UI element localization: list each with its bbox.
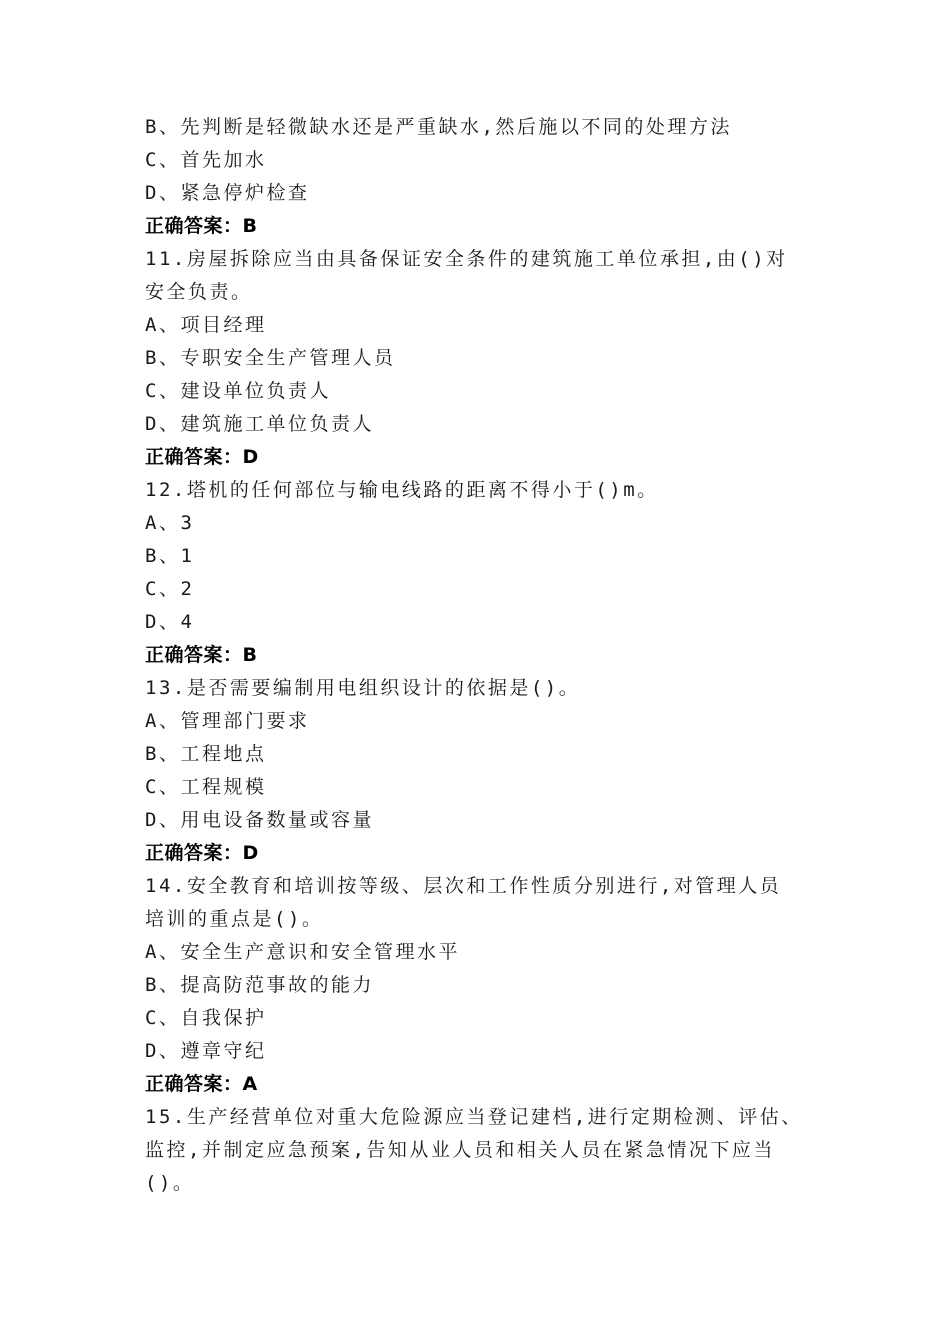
option-d: D、4 <box>145 611 195 633</box>
option-c: C、工程规模 <box>145 776 267 798</box>
option-b: B、专职安全生产管理人员 <box>145 347 396 369</box>
option-c: C、建设单位负责人 <box>145 380 331 402</box>
question-15 <box>145 1101 825 1200</box>
option-b: B、1 <box>145 545 195 567</box>
question-12 <box>145 474 825 672</box>
question-stem: 14.安全教育和培训按等级、层次和工作性质分别进行,对管理人员 <box>145 875 782 897</box>
option-a: A、3 <box>145 512 195 534</box>
question-10-tail <box>145 111 825 243</box>
option-b: B、先判断是轻微缺水还是严重缺水,然后施以不同的处理方法 <box>145 116 732 138</box>
option-d: D、建筑施工单位负责人 <box>145 413 374 435</box>
correct-answer: 正确答案：B <box>145 644 258 666</box>
correct-answer: 正确答案：A <box>145 1073 258 1095</box>
option-c: C、自我保护 <box>145 1007 267 1029</box>
option-a: A、管理部门要求 <box>145 710 310 732</box>
option-d: D、用电设备数量或容量 <box>145 809 374 831</box>
question-14 <box>145 870 825 1101</box>
option-d: D、紧急停炉检查 <box>145 182 310 204</box>
question-stem: 12.塔机的任何部位与输电线路的距离不得小于()m。 <box>145 479 659 501</box>
correct-answer: 正确答案：B <box>145 215 258 237</box>
option-a: A、项目经理 <box>145 314 267 336</box>
question-stem: 11.房屋拆除应当由具备保证安全条件的建筑施工单位承担,由()对 <box>145 248 788 270</box>
option-c: C、2 <box>145 578 195 600</box>
question-11 <box>145 243 825 474</box>
question-stem: 15.生产经营单位对重大危险源应当登记建档,进行定期检测、评估、 <box>145 1106 803 1128</box>
question-stem: 监控,并制定应急预案,告知从业人员和相关人员在紧急情况下应当 <box>145 1139 775 1161</box>
option-b: B、工程地点 <box>145 743 267 765</box>
question-13 <box>145 672 825 870</box>
option-a: A、安全生产意识和安全管理水平 <box>145 941 460 963</box>
option-b: B、提高防范事故的能力 <box>145 974 374 996</box>
question-stem: 13.是否需要编制用电组织设计的依据是()。 <box>145 677 581 699</box>
correct-answer: 正确答案：D <box>145 842 259 864</box>
question-stem: 培训的重点是()。 <box>145 908 324 930</box>
question-list <box>145 111 825 1200</box>
question-stem: ()。 <box>145 1172 195 1194</box>
option-d: D、遵章守纪 <box>145 1040 267 1062</box>
correct-answer: 正确答案：D <box>145 446 259 468</box>
question-stem: 安全负责。 <box>145 281 253 303</box>
option-c: C、首先加水 <box>145 149 267 171</box>
